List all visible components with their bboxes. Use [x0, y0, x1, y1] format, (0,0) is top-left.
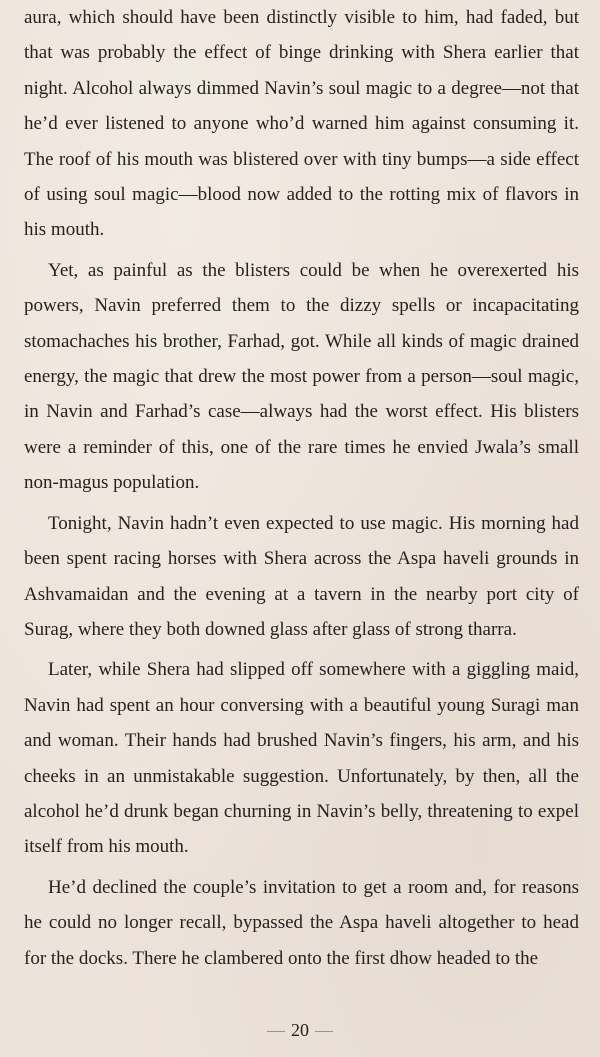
- paragraph: Later, while Shera had slipped off somewhere with a giggling maid, Navin had spent an hour conversing with a beautiful young Suragi man and woman. Their hands had brushed Navin’s fingers, his arm, and his cheeks in an unmistakable suggestion. Unfortunately, by then, all the alcohol he’d drunk began churning in Navin’s belly, threatening to expel itself from his mouth.: [24, 659, 579, 858]
- page-number: 20: [291, 1020, 309, 1040]
- folio-rule-right: [315, 1031, 333, 1032]
- paragraph: Tonight, Navin hadn’t even expected to use magic. His morning had been spent racing horses with Shera across the Aspa haveli grounds in Ashvamaidan and the evening at a tavern in the nearby port city of Surag, where they both downed glass after glass of strong tharra.: [24, 512, 579, 640]
- paragraph: aura, which should have been distinctly visible to him, had faded, but that was probably the effect of binge drinking with Shera earlier that night. Alcohol always dimmed Navin’s soul magic to a degree—not that he’d ever listened to anyone who’d warned him against consuming it. The roof of his mouth was blistered over with tiny bumps—a side effect of using soul magic—blood now added to the rotting mix of flavors in his mouth.: [24, 7, 579, 241]
- folio-rule-left: [267, 1031, 285, 1032]
- body-text: [24, 0, 579, 981]
- paragraph: He’d declined the couple’s invitation to get a room and, for reasons he could no longer recall, bypassed the Aspa haveli altogether to head for the docks. There he clambered onto the first dhow headed to the: [24, 876, 579, 969]
- page-number-footer: [0, 1020, 600, 1041]
- paragraph: Yet, as painful as the blisters could be when he overexerted his powers, Navin preferred them to the dizzy spells or incapacitating stomachaches his brother, Farhad, got. While all kinds of magic drained energy, the magic that drew the most power from a person—soul magic, in Navin and Farhad’s case—always had the worst effect. His blisters were a reminder of this, one of the rare times he envied Jwala’s small non-magus population.: [24, 259, 579, 494]
